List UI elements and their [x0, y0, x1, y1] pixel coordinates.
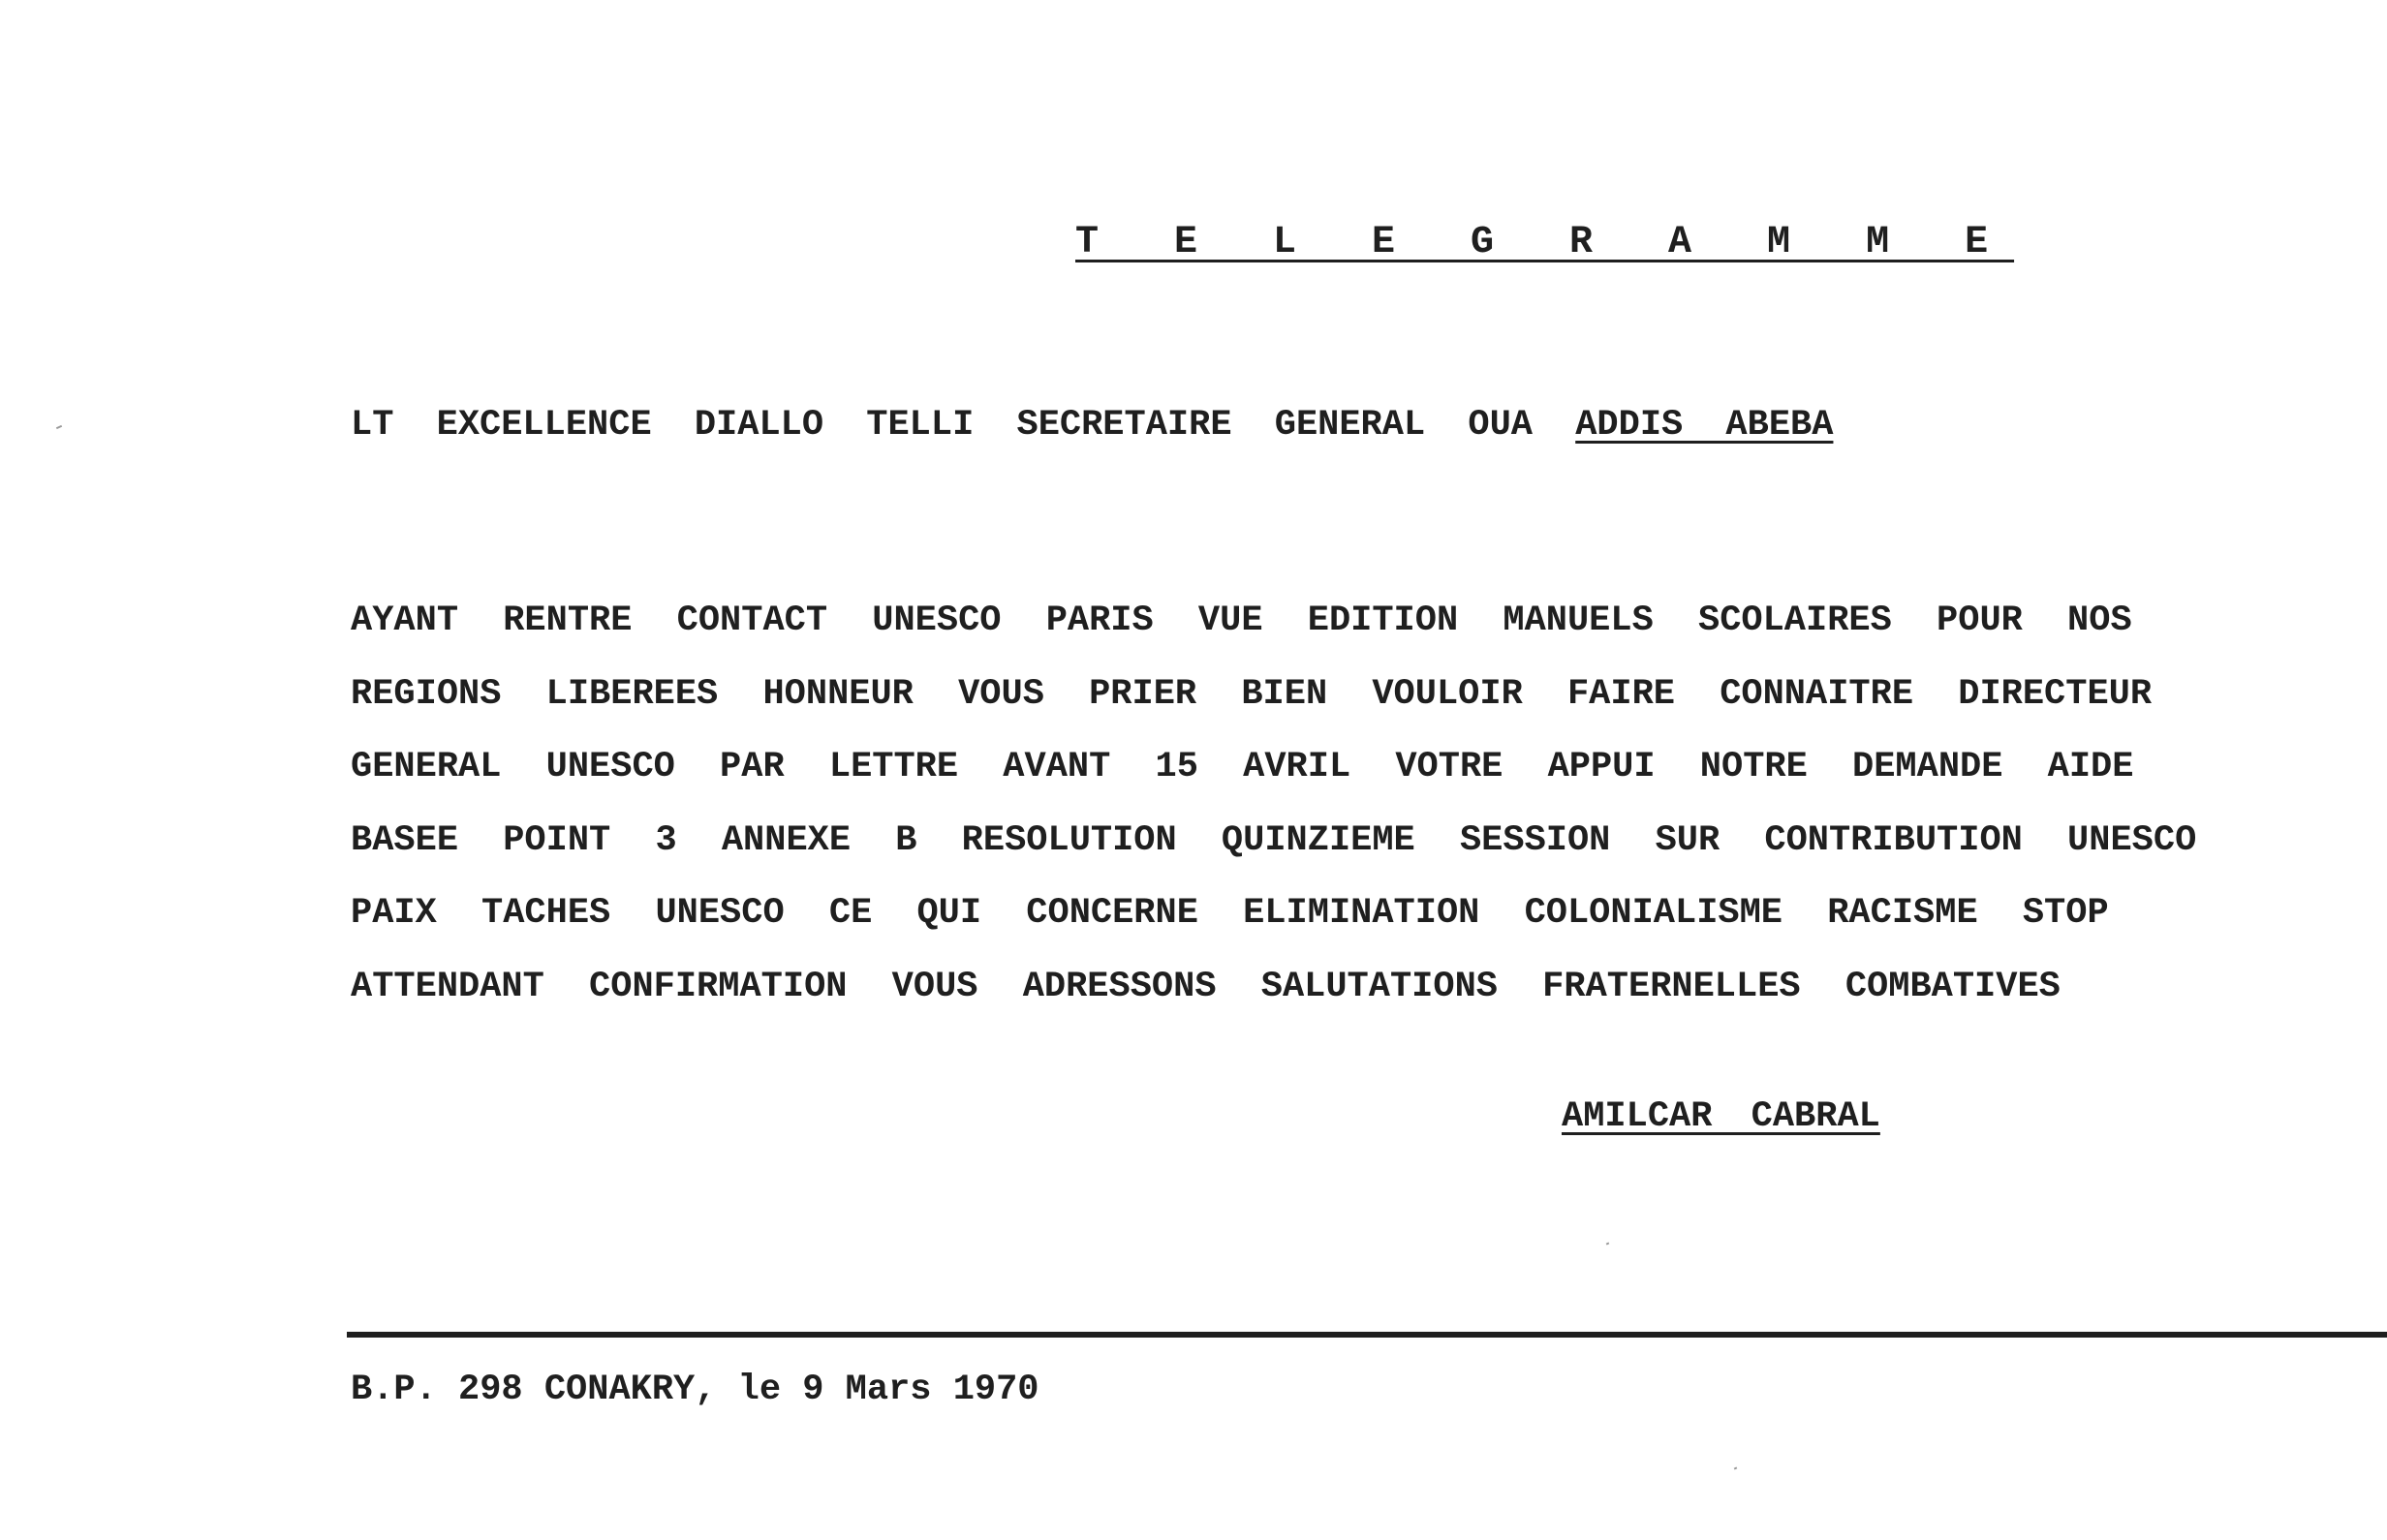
recipient-address: [351, 405, 1833, 446]
paper-speck: [1606, 1242, 1610, 1245]
body-line: PAIX TACHES UNESCO CE QUI CONCERNE ELIMINATION COLONIALISME RACISME STOP: [351, 893, 2109, 934]
body-line: ATTENDANT CONFIRMATION VOUS ADRESSONS SALUTATIONS FRATERNELLES COMBATIVES: [351, 966, 2061, 1007]
signature: AMILCAR CABRAL: [1562, 1096, 1880, 1137]
document-title: T E L E G R A M M E: [1075, 221, 2015, 264]
footer-address-date: B.P. 298 CONAKRY, le 9 Mars 1970: [351, 1370, 1039, 1410]
telegram-body: [351, 585, 2375, 1024]
body-line: REGIONS LIBEREES HONNEUR VOUS PRIER BIEN VOULOIR FAIRE CONNAITRE DIRECTEUR: [351, 673, 2153, 715]
recipient-city: ADDIS ABEBA: [1575, 405, 1834, 446]
horizontal-rule: [347, 1332, 2387, 1338]
paper-speck: [56, 425, 62, 429]
body-line: BASEE POINT 3 ANNEXE B RESOLUTION QUINZIEME SESSION SUR CONTRIBUTION UNESCO: [351, 819, 2197, 861]
paper-speck: [1734, 1466, 1738, 1469]
recipient-line: LT EXCELLENCE DIALLO TELLI SECRETAIRE GENERAL OUA: [351, 405, 1533, 446]
body-line: AYANT RENTRE CONTACT UNESCO PARIS VUE EDITION MANUELS SCOLAIRES POUR NOS: [351, 601, 2132, 641]
body-line: GENERAL UNESCO PAR LETTRE AVANT 15 AVRIL VOTRE APPUI NOTRE DEMANDE AIDE: [351, 747, 2134, 787]
